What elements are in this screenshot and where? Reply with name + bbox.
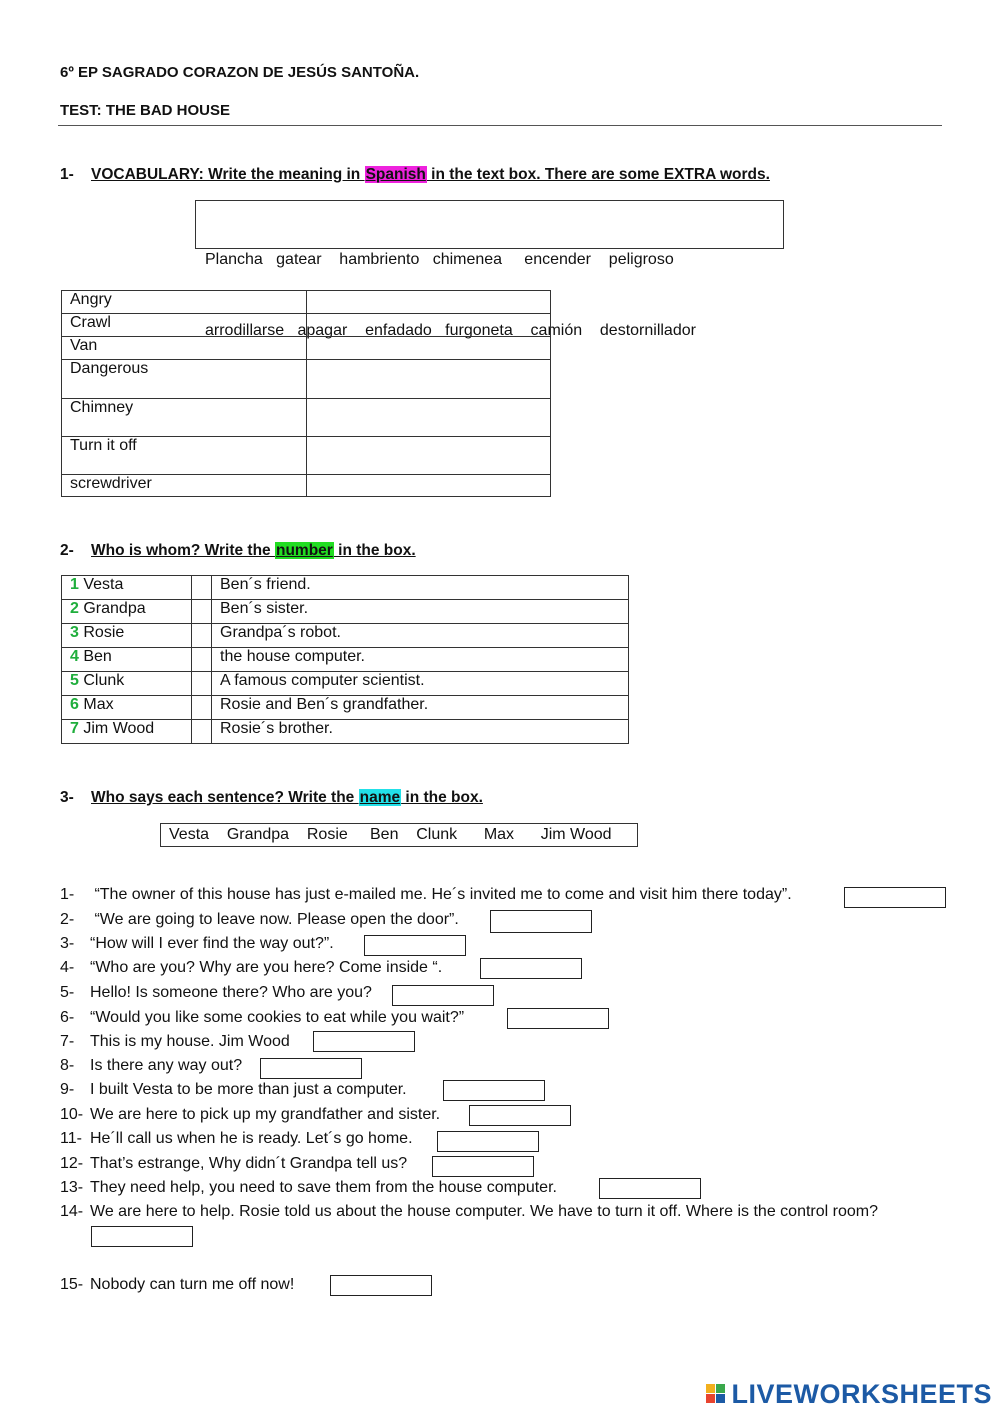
vocab-word: Chimney	[62, 399, 307, 437]
answer-box-5[interactable]	[392, 985, 494, 1006]
answer-box-7[interactable]	[313, 1031, 415, 1052]
table-row	[62, 437, 551, 475]
vocab-answer-cell[interactable]	[307, 360, 551, 399]
section3-title-before: Who says each sentence? Write the	[91, 789, 359, 806]
table-row	[62, 475, 551, 497]
section3-number: 3-	[60, 789, 74, 806]
sentence-3: 3- “How will I ever find the way out?”.	[60, 935, 334, 952]
description-cell: Grandpa´s robot.	[212, 624, 629, 648]
section2-number: 2-	[60, 542, 74, 559]
number-answer-box[interactable]	[192, 720, 212, 744]
character-cell: 5 Clunk	[62, 672, 192, 696]
vocab-answer-cell[interactable]	[307, 314, 551, 337]
section2-title-after: in the box.	[333, 542, 416, 559]
number-answer-box[interactable]	[192, 600, 212, 624]
section1-title-after: in the text box. There are some EXTRA words.	[426, 166, 770, 183]
table-row	[62, 600, 629, 624]
answer-box-12[interactable]	[432, 1156, 534, 1177]
test-title: TEST: THE BAD HOUSE	[60, 102, 231, 119]
word-bank-line-2: arrodillarse apagar enfadado furgoneta camión destornillador	[205, 321, 696, 339]
sentence-11: 11- He´ll call us when he is ready. Let´s go home.	[60, 1130, 413, 1147]
answer-box-6[interactable]	[507, 1008, 609, 1029]
number-answer-box[interactable]	[192, 624, 212, 648]
sentence-5: 5- Hello! Is someone there? Who are you?	[60, 984, 372, 1001]
sentence-10: 10- We are here to pick up my grandfather and sister.	[60, 1106, 441, 1123]
word-bank-line-1: Plancha gatear hambriento chimenea encender peligroso	[205, 251, 674, 268]
vocab-word: Van	[62, 337, 307, 360]
section1-number: 1-	[60, 166, 74, 183]
description-cell: Ben´s sister.	[212, 600, 629, 624]
answer-box-13[interactable]	[599, 1178, 701, 1199]
answer-box-9[interactable]	[443, 1080, 545, 1101]
table-row	[62, 672, 629, 696]
vocabulary-table	[61, 290, 551, 497]
answer-box-1[interactable]	[844, 887, 946, 908]
description-cell: A famous computer scientist.	[212, 672, 629, 696]
table-row	[62, 624, 629, 648]
description-cell: Rosie and Ben´s grandfather.	[212, 696, 629, 720]
sentence-15: 15- Nobody can turn me off now!	[60, 1276, 295, 1293]
vocab-word: Turn it off	[62, 437, 307, 475]
sentence-6: 6- “Would you like some cookies to eat while you wait?”	[60, 1009, 465, 1026]
character-cell: 3 Rosie	[62, 624, 192, 648]
character-cell: 6 Max	[62, 696, 192, 720]
vocab-answer-cell[interactable]	[307, 475, 551, 497]
vocab-word: Dangerous	[62, 360, 307, 399]
answer-box-4[interactable]	[480, 958, 582, 979]
answer-box-11[interactable]	[437, 1131, 539, 1152]
vocab-word: Crawl	[62, 314, 307, 337]
header-divider	[58, 125, 942, 126]
character-cell: 7 Jim Wood	[62, 720, 192, 744]
sentence-8: 8- Is there any way out?	[60, 1057, 243, 1074]
vocab-answer-cell[interactable]	[307, 291, 551, 314]
section2-title	[60, 542, 416, 560]
sentence-12: 12- That’s estrange, Why didn´t Grandpa tell us?	[60, 1155, 408, 1172]
section3-highlight: name	[359, 789, 401, 806]
sentence-13: 13- They need help, you need to save them from the house computer.	[60, 1179, 557, 1196]
liveworksheets-logo-text: LIVEWORKSHEETS	[731, 1378, 992, 1409]
answer-box-2[interactable]	[490, 910, 592, 933]
liveworksheets-logo-icon	[706, 1382, 728, 1406]
vocab-answer-cell[interactable]	[307, 337, 551, 360]
answer-box-15[interactable]	[330, 1275, 432, 1296]
answer-box-8[interactable]	[260, 1058, 362, 1079]
vocab-answer-cell[interactable]	[307, 399, 551, 437]
table-row	[62, 576, 629, 600]
section1-title	[60, 166, 770, 184]
table-row	[62, 399, 551, 437]
section3-title	[60, 789, 483, 807]
table-row	[62, 291, 551, 314]
answer-box-3[interactable]	[364, 935, 466, 956]
character-cell: 4 Ben	[62, 648, 192, 672]
number-answer-box[interactable]	[192, 696, 212, 720]
sentence-7: 7- This is my house. Jim Wood	[60, 1033, 290, 1050]
sentence-4: 4- “Who are you? Why are you here? Come inside “.	[60, 959, 443, 976]
vocab-answer-cell[interactable]	[307, 437, 551, 475]
table-row	[62, 314, 551, 337]
name-bank: Vesta Grandpa Rosie Ben Clunk Max Jim Wood	[160, 823, 638, 847]
liveworksheets-logo	[706, 1378, 992, 1410]
sentence-14: 14- We are here to help. Rosie told us about the house computer. We have to turn it off. Where is the control room?	[60, 1203, 878, 1220]
character-cell: 1 Vesta	[62, 576, 192, 600]
table-row	[62, 337, 551, 360]
who-is-whom-table	[61, 575, 629, 744]
answer-box-14[interactable]	[91, 1226, 193, 1247]
character-cell: 2 Grandpa	[62, 600, 192, 624]
section2-highlight: number	[276, 542, 333, 559]
table-row	[62, 360, 551, 399]
description-cell: Ben´s friend.	[212, 576, 629, 600]
number-answer-box[interactable]	[192, 648, 212, 672]
table-row	[62, 648, 629, 672]
vocab-word: Angry	[62, 291, 307, 314]
sentence-9: 9- I built Vesta to be more than just a computer.	[60, 1081, 407, 1098]
section2-title-before: Who is whom? Write the	[91, 542, 275, 559]
answer-box-10[interactable]	[469, 1105, 571, 1126]
description-cell: Rosie´s brother.	[212, 720, 629, 744]
number-answer-box[interactable]	[192, 672, 212, 696]
section3-title-after: in the box.	[401, 789, 483, 806]
number-answer-box[interactable]	[192, 576, 212, 600]
table-row	[62, 696, 629, 720]
vocab-word: screwdriver	[62, 475, 307, 497]
sentence-2: 2- “We are going to leave now. Please open the door”.	[60, 911, 459, 928]
description-cell: the house computer.	[212, 648, 629, 672]
school-heading: 6º EP SAGRADO CORAZON DE JESÚS SANTOÑA.	[60, 64, 420, 81]
sentence-1: 1- “The owner of this house has just e-mailed me. He´s invited me to come and visit him there today”.	[60, 886, 792, 903]
section1-highlight: Spanish	[365, 166, 426, 183]
table-row	[62, 720, 629, 744]
spanish-word-bank	[195, 200, 784, 339]
section1-title-before: VOCABULARY: Write the meaning in	[91, 166, 365, 183]
